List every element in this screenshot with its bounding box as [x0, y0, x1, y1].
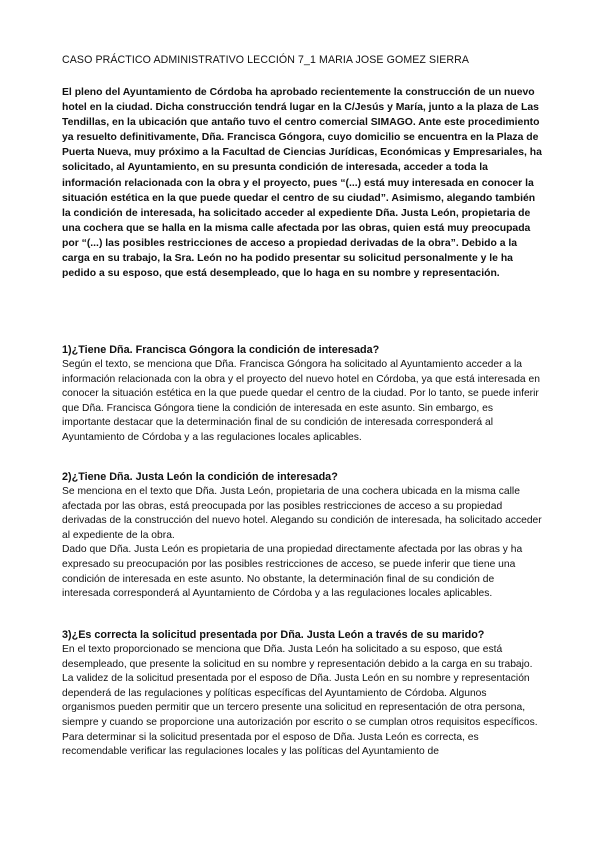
answer-paragraph: En el texto proporcionado se menciona que Dña. Justa León ha solicitado a su esposo, que está desempleado, que presente la solicitud en su nombre y representación debido a la carga en su trabajo. — [62, 644, 533, 670]
answer-paragraph: Se menciona en el texto que Dña. Justa León, propietaria de una cochera ubicada en la misma calle afectada por las obras, está preocupada por las posibles restricciones de acceso a su propiedad derivadas de la construcción del nuevo hotel. Alegando su condición de interesada, ha solicitado acceder al expediente de la obra. — [62, 486, 542, 541]
question-heading: 1)¿Tiene Dña. Francisca Góngora la condición de interesada? — [62, 344, 380, 356]
answer-paragraph: La validez de la solicitud presentada por el esposo de Dña. Justa León en su nombre y representación dependerá de las regulaciones y políticas específicas del Ayuntamiento de Córdoba. Algunos organismos pueden permitir que un tercero presente una solicitud en representación de otra persona, siempre y cuando se proporcione una autorización por escrito o se cumplan otros requisitos específicos. — [62, 673, 538, 728]
question-section-1 — [62, 343, 542, 446]
case-statement — [62, 85, 542, 281]
answer-paragraph: Para determinar si la solicitud presentada por el esposo de Dña. Justa León es correcta, es recomendable verificar las regulaciones locales y las políticas del Ayuntamiento de — [62, 731, 479, 758]
question-heading: 2)¿Tiene Dña. Justa León la condición de interesada? — [62, 471, 338, 483]
question-section-3 — [62, 628, 542, 760]
document-header: CASO PRÁCTICO ADMINISTRATIVO LECCIÓN 7_1 MARIA JOSE GOMEZ SIERRA — [62, 54, 470, 66]
case-statement-text: El pleno del Ayuntamiento de Córdoba ha aprobado recientemente la construcción de un nuevo hotel en la ciudad. Dicha construcción tendrá lugar en la C/Jesús y María, junto a la plaza de Las Tendillas, en la ubicación que antaño tuvo el centro comercial SIMAGO. Ante este procedimiento ya resuelto definitivamente, Dña. Francisca Góngora, cuyo domicilio se encuentra en la Plaza de Puerta Nueva, muy próximo a la Facultad de Ciencias Jurídicas, Económicas y Empresariales, ha solicitado, al Ayuntamiento, en su presunta condición de interesada, acceder a toda la información relacionada con la obra y el proyecto, pues “(...) está muy interesada en conocer la situación estética en la que puede quedar el centro de su ciudad”. Asimismo, alegando también la condición de interesada, ha solicitado acceder al expediente Dña. Justa León, propietaria de una cochera que se halla en la misma calle afectada por las obras, quien está muy preocupada por “(...) las posibles restricciones de acceso a propiedad derivadas de la obra”. Debido a la carga en su trabajo, la Sra. León no ha podido presentar su solicitud personalmente y le ha pedido a su esposo, que está desempleado, que lo haga en su nombre y representación. — [62, 87, 542, 280]
answer-paragraph: Según el texto, se menciona que Dña. Francisca Góngora ha solicitado al Ayuntamiento acceder a la información relacionada con la obra y el proyecto del nuevo hotel en Córdoba, ya que está interesada en conocer la situación estética en la que puede quedar el centro de la ciudad. Por lo tanto, se puede inferir que Dña. Francisca Góngora tiene la condición de interesada en este asunto. Sin embargo, es importante destacar que la determinación final de su condición de interesada corresponderá al Ayuntamiento de Córdoba y a las regulaciones locales aplicables. — [62, 359, 540, 443]
answer-paragraph: Dado que Dña. Justa León es propietaria de una propiedad directamente afectada por las obras y ha expresado su preocupación por las posibles restricciones de acceso, se puede inferir que tiene una condición de interesada en este asunto. No obstante, la determinación final de su condición de interesada corresponderá al Ayuntamiento de Córdoba y a las regulaciones locales aplicables. — [62, 544, 523, 600]
question-heading: 3)¿Es correcta la solicitud presentada por Dña. Justa León a través de su marido? — [62, 629, 485, 641]
question-section-2 — [62, 470, 542, 602]
